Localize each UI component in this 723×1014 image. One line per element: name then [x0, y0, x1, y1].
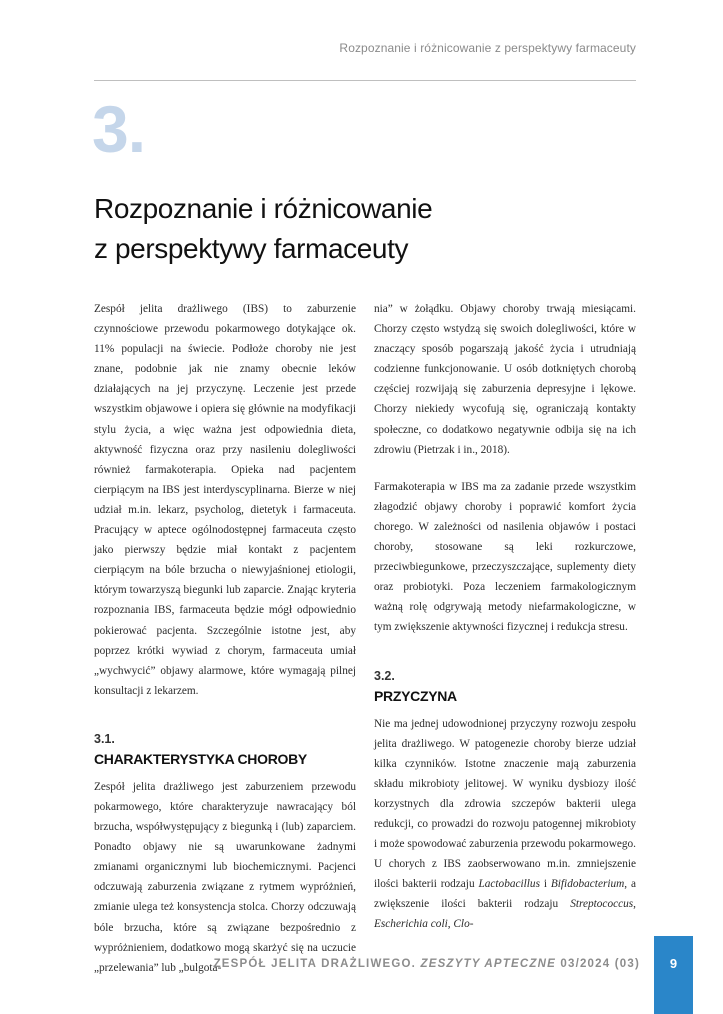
section-3-2: [374, 668, 636, 935]
genus-name: Bifidobacterium: [550, 878, 625, 891]
left-column: [94, 299, 356, 978]
text-run: , a zwiększenie ilości bakterii rodzaju: [374, 878, 637, 911]
section-paragraph: Zespół jelita drażliwego jest zaburzeniem przewodu pokarmowego, które charakteryzuje nawracający ból brzucha, współwystępujący z biegunką i (lub) zaparciem. Ponadto objawy nie są uwarunkowane żadnymi zmianami organicznymi lub biochemicznymi. Pacjenci odczuwają zaburzenia związane z rytmem wypróżnień, zmianie ulega też konsystencja stolca. Chorzy odczuwają bóle brzucha, które są związane bezpośrednio z wypróżnieniem, dodatkowo mogą skarżyć się na uczucie „przelewania” lub „bulgota-: [94, 780, 356, 974]
section-title: CHARAKTERYSTYKA CHOROBY: [94, 750, 307, 767]
pharmacotherapy-paragraph: Farmakoterapia w IBS ma za zadanie przede wszystkim złagodzić objawy choroby i poprawić komfort życia chorego. W zależności od nasilenia objawów i postaci choroby, stosowane są leki rozkurczowe, przeciwbiegunkowe, przeczyszczające, suplementy diety oraz probiotyki. Poza leczeniem farmakologicznym ważną rolę odgrywają metody niefarmakologiczne, w tym zwiększenie aktywności fizycznej i redukcja stresu.: [374, 480, 636, 634]
genus-name: Lactobacillus: [478, 878, 540, 891]
text-run: Nie ma jednej udowodnionej przyczyny rozwoju zespołu jelita drażliwego. W patogenezie choroby bierze udział kilka czynników. Istotne znaczenie mają zaburzenia składu mikrobioty jelitowej. W wyniku dysbiozy ilość korzystnych dla zdrowia szczepów bakterii ulega redukcji, co prowadzi do rozwoju patogennej mikrobioty i może spowodować zaburzenia przewodu pokarmowego. U chorych z IBS zaobserwowano m.in. zmniejszenie ilości bakterii rodzaju: [374, 717, 636, 891]
page-number: 9: [669, 956, 678, 971]
footer-issue: 03/2024 (03): [560, 958, 640, 970]
right-column: [374, 299, 636, 935]
footer-journal: ZESZYTY APTECZNE: [420, 958, 556, 970]
running-header: Rozpoznanie i różnicowanie z perspektywy farmaceuty: [339, 41, 636, 55]
section-3-1: [94, 731, 356, 978]
chapter-title: [94, 189, 654, 269]
section-title: PRZYCZYNA: [374, 687, 457, 704]
text-run: ,: [447, 918, 454, 931]
page-number-tab: [654, 936, 693, 1014]
chapter-number: 3.: [92, 92, 146, 166]
section-number: 3.1.: [94, 731, 115, 746]
section-number: 3.2.: [374, 668, 395, 683]
continued-paragraph: nia” w żołądku. Objawy choroby trwają miesiącami. Chorzy często wstydzą się swoich dolegliwości, które w znaczący sposób pogarszają jakość życia i utrudniają codzienne funkcjonowanie. U osób dotkniętych chorobą częściej rozwijają się zaburzenia depresyjne i lękowe. Chorzy niekiedy wycofują się, ograniczają kontakty społeczne, co dodatkowo negatywnie odbija się na ich zdrowiu (Pietrzak i in., 2018).: [374, 303, 636, 456]
text-run: ,: [633, 898, 636, 911]
section-paragraph: [374, 714, 636, 935]
text-run: i: [539, 878, 551, 891]
intro-paragraph: Zespół jelita drażliwego (IBS) to zaburzenie czynnościowe przewodu pokarmowego dotykające ok. 11% populacji na świecie. Podłoże choroby nie jest znane, podobnie jak nie znamy obecnie leków działających na jej przyczynę. Leczenie jest przede wszystkim objawowe i opiera się głównie na modyfikacji stylu życia, a więc ważna jest odpowiednia dieta, aktywność fizyczna oraz przy nasileniu dolegliwości również farmakoterapia. Opieka nad pacjentem cierpiącym na IBS jest interdyscyplinarna. Bierze w niej udział m.in. lekarz, psycholog, dietetyk i farmaceuta. Pracujący w aptece ogólnodostępnej farmaceuta często jako pierwszy będzie miał kontakt z pacjentem cierpiącym na bóle brzucha o niewyjaśnionej etiologii, którym towarzyszą biegunki lub zaparcie. Znając kryteria rozpoznania IBS, farmaceuta będzie mógł odpowiednio pokierować pacjenta. Szczególnie istotne jest, aby poprzez krótki wywiad z chorym, farmaceuta umiał „wychwycić” objawy alarmowe, które wymagają pilnej konsultacji z lekarzem.: [94, 303, 356, 697]
genus-name: Escherichia coli: [374, 918, 448, 931]
chapter-title-line-1: Rozpoznanie i różnicowanie: [94, 192, 433, 224]
header-rule: [94, 80, 636, 81]
footer: [0, 958, 640, 970]
genus-name: Clo-: [453, 918, 474, 931]
genus-name: Streptococcus: [570, 898, 634, 911]
footer-label: ZESPÓŁ JELITA DRAŻLIWEGO.: [213, 958, 417, 970]
chapter-title-line-2: z perspektywy farmaceuty: [94, 232, 409, 264]
